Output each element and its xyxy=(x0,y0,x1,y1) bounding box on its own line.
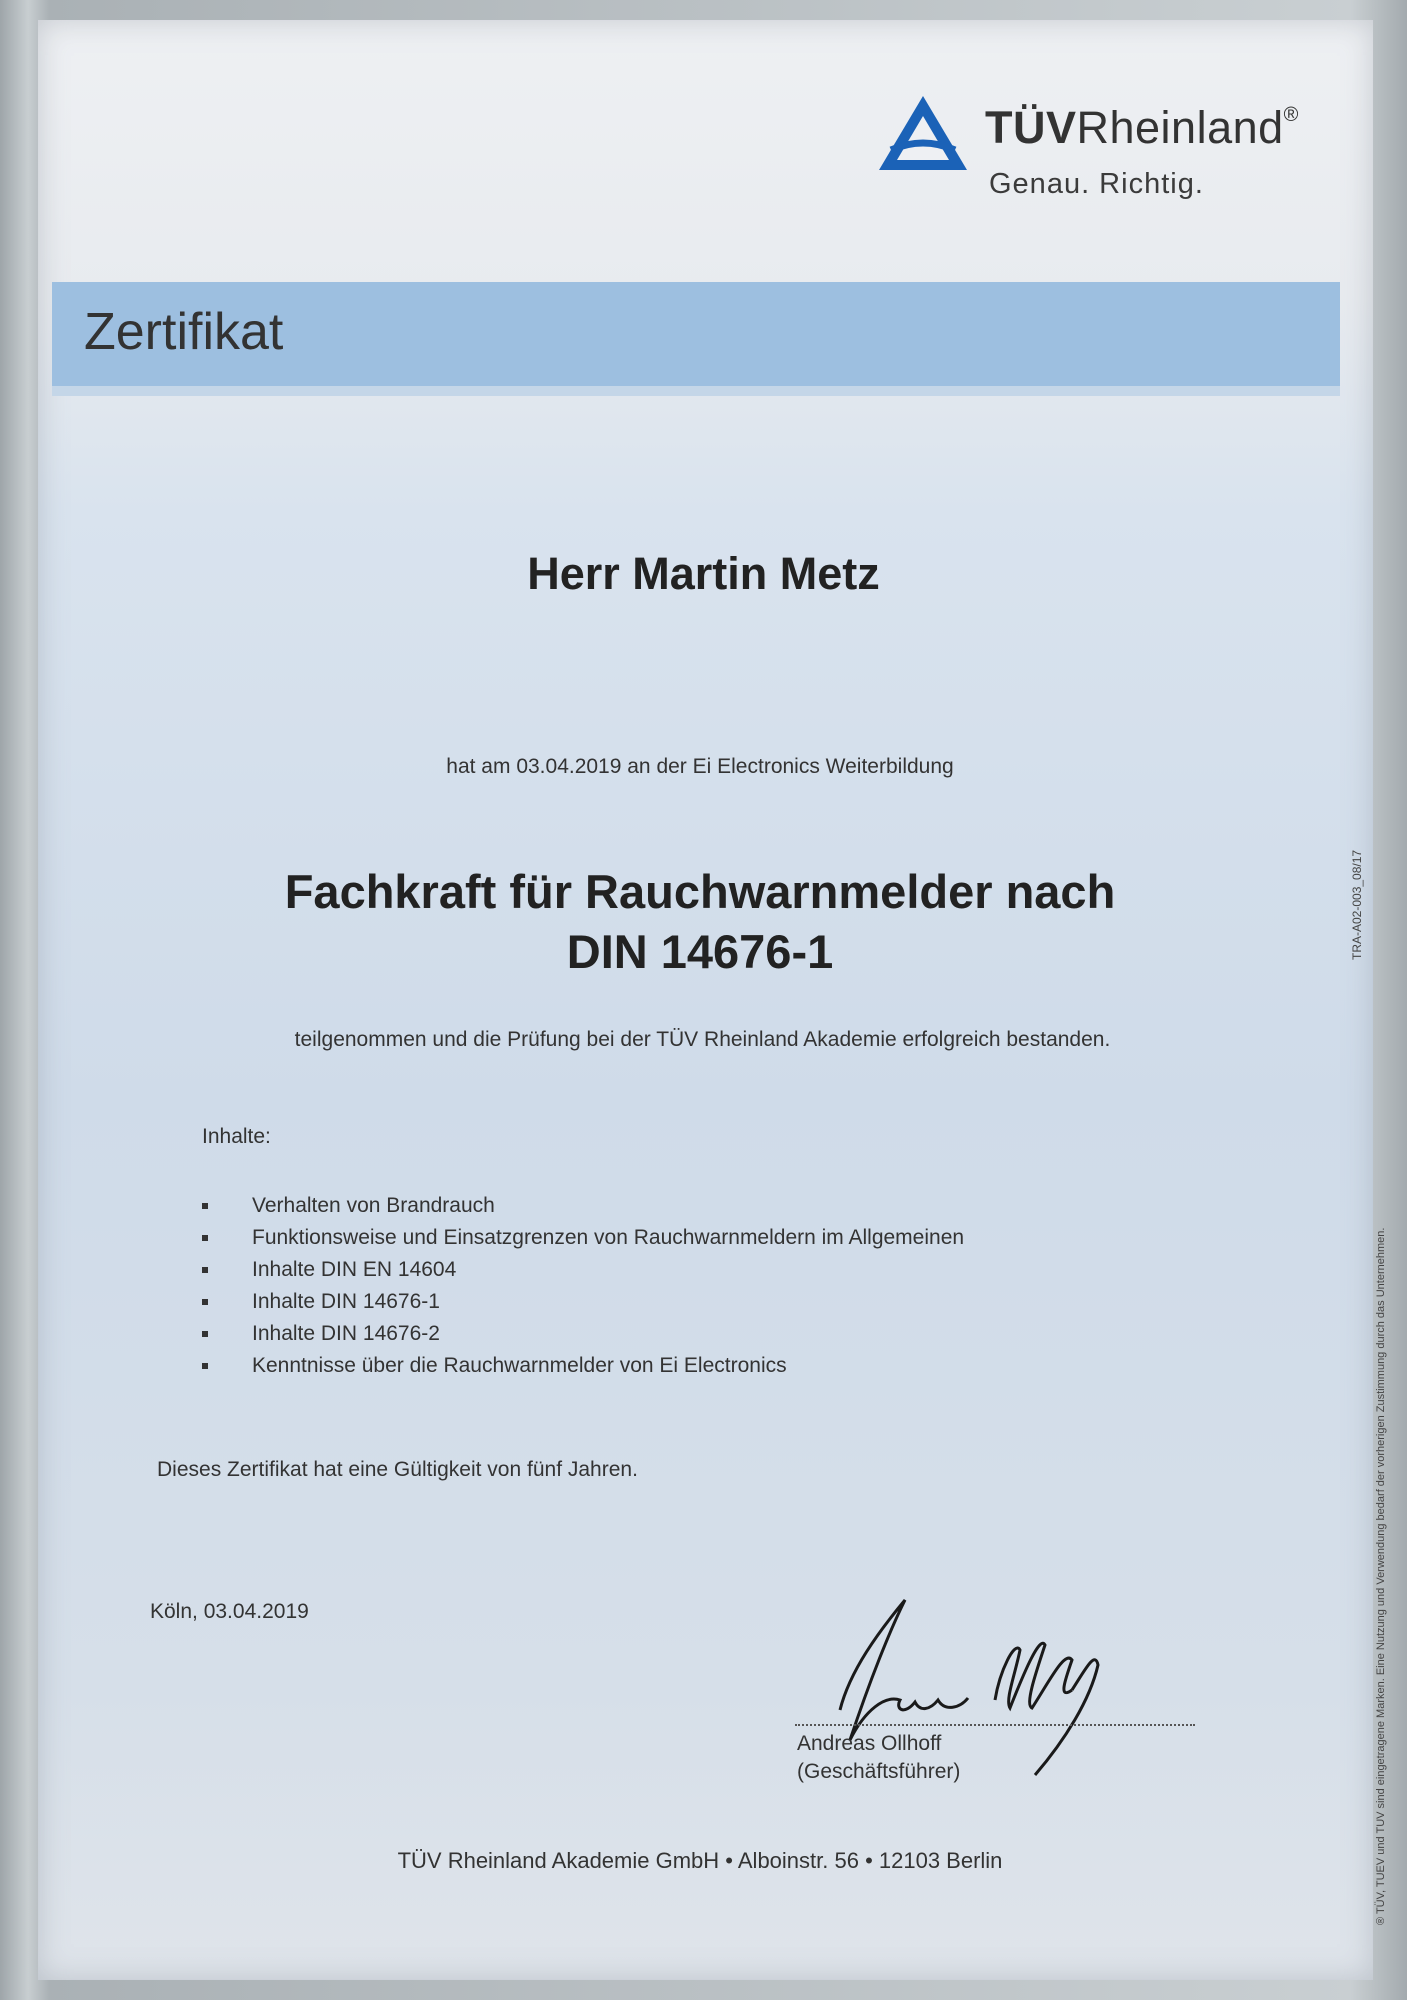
contents-list xyxy=(200,1190,964,1382)
tuv-triangle-icon xyxy=(875,92,971,176)
registered-mark: ® xyxy=(1283,104,1299,126)
title-band-underline xyxy=(52,386,1340,396)
footer-address: TÜV Rheinland Akademie GmbH • Alboinstr. 56 • 12103 Berlin xyxy=(397,1848,1003,1873)
list-item-text: Inhalte DIN EN 14604 xyxy=(252,1258,457,1281)
logo-brand-regular: Rheinland xyxy=(1076,102,1284,153)
bullet-icon xyxy=(202,1299,208,1305)
list-item-text: Verhalten von Brandrauch xyxy=(252,1194,495,1217)
course-title-line-1: Fachkraft für Rauchwarnmelder nach xyxy=(284,865,1116,918)
intro-text: hat am 03.04.2019 an der Ei Electronics Weiterbildung xyxy=(446,755,954,778)
validity-text: Dieses Zertifikat hat eine Gültigkeit von fünf Jahren. xyxy=(157,1458,638,1481)
logo-brand xyxy=(985,102,1299,154)
list-item xyxy=(200,1318,964,1350)
tuv-logo xyxy=(875,92,1345,212)
list-item xyxy=(200,1350,964,1382)
list-item xyxy=(200,1222,964,1254)
bullet-icon xyxy=(202,1331,208,1337)
logo-brand-bold: TÜV xyxy=(985,102,1077,153)
bullet-icon xyxy=(202,1203,208,1209)
passed-text: teilgenommen und die Prüfung bei der TÜV Rheinland Akademie erfolgreich bestanden. xyxy=(294,1028,1111,1051)
course-title-line-2: DIN 14676-1 xyxy=(566,925,834,978)
list-item-text: Funktionsweise und Einsatzgrenzen von Rauchwarnmeldern im Allgemeinen xyxy=(252,1226,965,1249)
logo-tagline: Genau. Richtig. xyxy=(989,168,1204,200)
list-item xyxy=(200,1286,964,1318)
trademark-note: ® TÜV, TUEV und TUV sind eingetragene Marken. Eine Nutzung und Verwendung bedarf der vorherigen Zustimmung durch das Unternehmen. xyxy=(1375,1227,1387,1925)
signer-role: (Geschäftsführer) xyxy=(797,1760,961,1783)
bullet-icon xyxy=(202,1267,208,1273)
list-item-text: Inhalte DIN 14676-1 xyxy=(252,1290,440,1313)
certificate-title: Zertifikat xyxy=(84,303,284,361)
signer-name: Andreas Ollhoff xyxy=(797,1732,942,1755)
list-item xyxy=(200,1190,964,1222)
document-code: TRA-A02-003_08/17 xyxy=(1350,849,1364,960)
list-item xyxy=(200,1254,964,1286)
contents-label: Inhalte: xyxy=(202,1125,271,1148)
list-item-text: Inhalte DIN 14676-2 xyxy=(252,1322,440,1345)
list-item-text: Kenntnisse über die Rauchwarnmelder von Ei Electronics xyxy=(252,1354,787,1377)
course-title xyxy=(0,862,1400,982)
recipient-name: Herr Martin Metz xyxy=(527,548,880,599)
title-band xyxy=(52,282,1340,386)
place-date: Köln, 03.04.2019 xyxy=(150,1600,309,1623)
signature-line xyxy=(795,1724,1195,1726)
bullet-icon xyxy=(202,1235,208,1241)
bullet-icon xyxy=(202,1363,208,1369)
signer-block xyxy=(797,1730,960,1786)
